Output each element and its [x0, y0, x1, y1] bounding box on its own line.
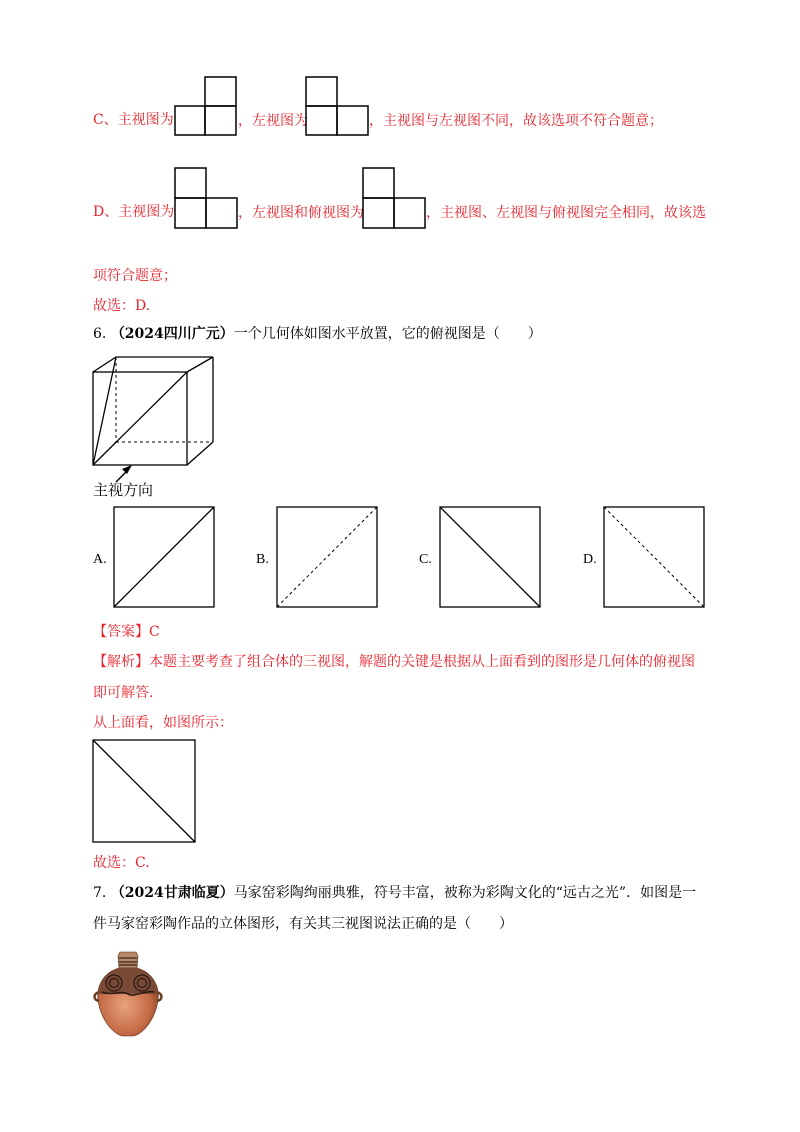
choice-a-square — [113, 506, 215, 608]
answer-5: 故选：D. — [93, 298, 151, 314]
option-d-tail: ，主视图、左视图与俯视图完全相同，故该选 — [426, 205, 706, 221]
question-6-solid-figure — [88, 352, 223, 482]
choice-a-label: A. — [93, 552, 107, 567]
option-c-left-view — [305, 76, 369, 136]
choice-d-label: D. — [583, 552, 597, 567]
analysis-text: 本题主要考查了组合体的三视图，解题的关键是根据从上面看到的图形是几何体的俯视图 — [149, 654, 695, 670]
question-6-text: 一个几何体如图水平放置，它的俯视图是（ ） — [233, 326, 542, 342]
choice-d-square — [603, 506, 705, 608]
majiayao-pottery-image — [92, 950, 164, 1040]
option-c-label: C、主视图为 — [93, 112, 174, 128]
question-6-source: （2024四川广元） — [110, 326, 234, 342]
option-d-side-view — [362, 167, 426, 229]
choice-c-square — [439, 506, 541, 608]
from-top-label: 从上面看，如图所示： — [93, 715, 233, 731]
choice-c-label: C. — [419, 552, 432, 567]
view-direction-label: 主视方向 — [93, 481, 154, 499]
question-7-text: 马家窑彩陶绚丽典雅，符号丰富，被称为彩陶文化的“远古之光”．如图是一 — [233, 885, 697, 901]
option-d-cont: 项符合题意； — [93, 268, 177, 284]
option-c-mid: ，左视图为 — [238, 113, 308, 129]
question-6-number: 6. — [93, 326, 107, 342]
analysis-label: 【解析】 — [93, 654, 149, 670]
question-7-number: 7. — [93, 885, 107, 901]
option-d-mid: ，左视图和俯视图为 — [238, 205, 364, 221]
top-view-solution — [92, 739, 196, 843]
question-7-cont: 件马家窑彩陶作品的立体图形，有关其三视图说法正确的是（ ） — [93, 916, 513, 932]
answer-6: 【答案】C — [93, 624, 160, 640]
question-7-source: （2024甘肃临夏） — [110, 885, 234, 901]
choice-b-label: B. — [256, 552, 269, 567]
analysis-6-cont: 即可解答. — [93, 685, 154, 701]
option-c-front-view — [174, 76, 238, 136]
final-answer-6: 故选：C. — [93, 855, 150, 871]
question-7 — [93, 883, 696, 903]
analysis-6 — [93, 652, 695, 672]
option-c-tail: ，主视图与左视图不同，故该选项不符合题意； — [369, 113, 663, 129]
question-6 — [93, 324, 542, 344]
choice-b-square — [276, 506, 378, 608]
option-d-label: D、主视图为 — [93, 204, 175, 220]
option-d-front-view — [174, 167, 238, 229]
